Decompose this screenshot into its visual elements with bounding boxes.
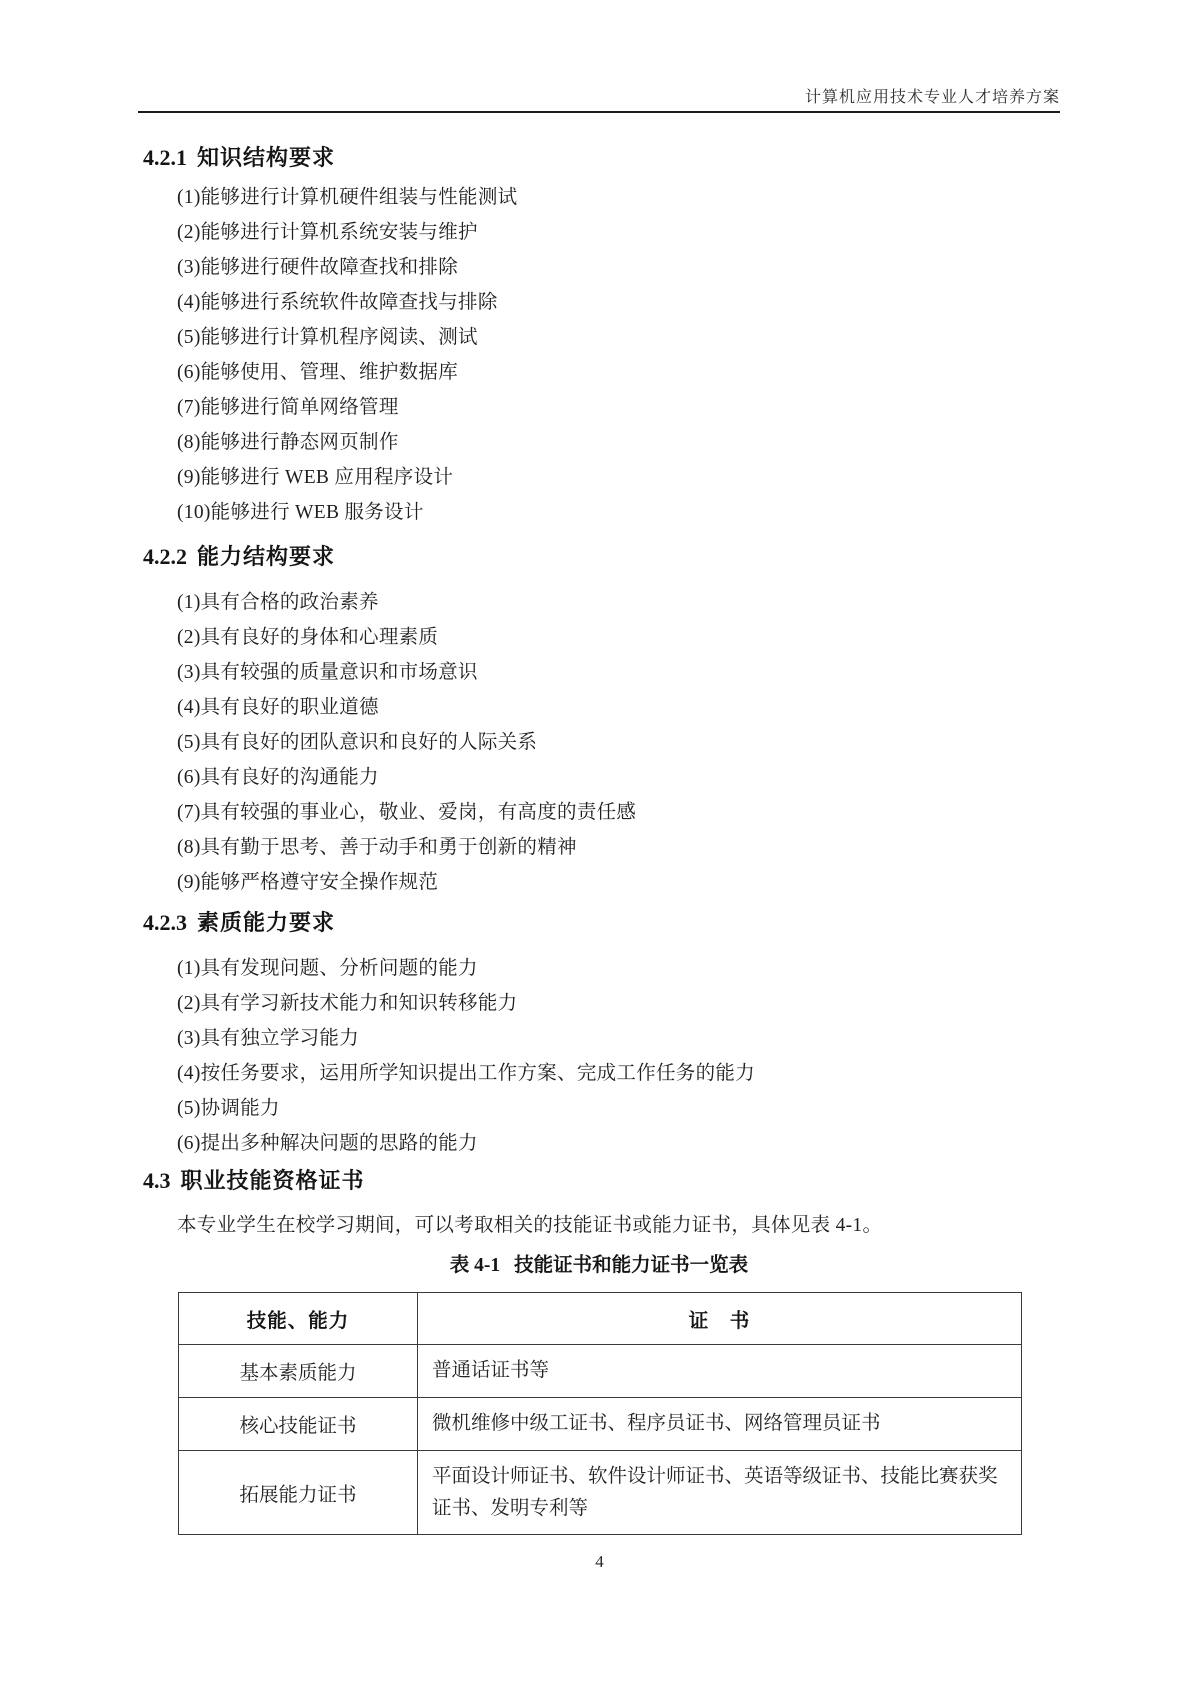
section-title: 能力结构要求 — [197, 544, 336, 569]
table-row — [179, 1398, 1022, 1451]
page-number: 4 — [595, 1552, 604, 1571]
section-number: 4.3 — [143, 1168, 171, 1193]
list-item: (3)具有较强的质量意识和市场意识 — [177, 662, 478, 683]
list-item: (1)具有合格的政治素养 — [177, 592, 379, 613]
page-content — [0, 113, 1199, 1535]
section-number: 4.2.1 — [143, 145, 187, 170]
running-header-title: 计算机应用技术专业人才培养方案 — [804, 89, 1060, 106]
list-item: (6)提出多种解决问题的思路的能力 — [177, 1133, 478, 1154]
list-item: (7)具有较强的事业心，敬业、爱岗，有高度的责任感 — [177, 802, 637, 823]
list-item: (6)能够使用、管理、维护数据库 — [177, 362, 459, 383]
list-item: (5)具有良好的团队意识和良好的人际关系 — [177, 732, 538, 753]
section-title: 知识结构要求 — [197, 145, 336, 170]
list-item: (2)能够进行计算机系统安装与维护 — [177, 222, 478, 243]
list-item: (9)能够严格遵守安全操作规范 — [177, 872, 439, 893]
section-number: 4.2.2 — [143, 544, 187, 569]
list-item: (3)具有独立学习能力 — [177, 1028, 360, 1049]
list-item: (5)能够进行计算机程序阅读、测试 — [177, 327, 478, 348]
certificates-cell: 平面设计师证书、软件设计师证书、英语等级证书、技能比赛获奖证书、发明专利等 — [418, 1451, 1022, 1535]
list-item: (4)能够进行系统软件故障查找与排除 — [177, 292, 498, 313]
list-item: (10)能够进行 WEB 服务设计 — [177, 502, 424, 523]
list-item: (2)具有学习新技术能力和知识转移能力 — [177, 993, 518, 1014]
list-item: (2)具有良好的身体和心理素质 — [177, 627, 439, 648]
list-item: (5)协调能力 — [177, 1098, 280, 1119]
section-heading-4-3 — [143, 1166, 1199, 1196]
list-item: (6)具有良好的沟通能力 — [177, 767, 379, 788]
list-item: (1)具有发现问题、分析问题的能力 — [177, 958, 478, 979]
ability-requirements-list — [177, 585, 1199, 900]
certificates-cell: 微机维修中级工证书、程序员证书、网络管理员证书 — [418, 1398, 1022, 1451]
section-heading-4-2-2 — [143, 542, 1199, 572]
list-item: (4)按任务要求，运用所学知识提出工作方案、完成工作任务的能力 — [177, 1063, 756, 1084]
section-heading-4-2-1 — [143, 143, 1199, 173]
list-item: (8)能够进行静态网页制作 — [177, 432, 399, 453]
table-caption-number: 表 4-1 — [449, 1255, 501, 1276]
skill-category-cell: 拓展能力证书 — [179, 1451, 418, 1535]
skill-category-cell: 基本素质能力 — [179, 1345, 418, 1398]
column-header-certificate: 证 书 — [418, 1293, 1022, 1345]
list-item: (4)具有良好的职业道德 — [177, 697, 379, 718]
section-number: 4.2.3 — [143, 910, 187, 935]
table-header-row — [179, 1293, 1022, 1345]
section-title: 素质能力要求 — [197, 910, 336, 935]
table-row — [179, 1345, 1022, 1398]
table-caption — [138, 1250, 1060, 1281]
certificates-intro-paragraph: 本专业学生在校学习期间，可以考取相关的技能证书或能力证书，具体见表 4-1。 — [177, 1215, 883, 1236]
column-header-skill: 技能、能力 — [179, 1293, 418, 1345]
skill-category-cell: 核心技能证书 — [179, 1398, 418, 1451]
list-item: (9)能够进行 WEB 应用程序设计 — [177, 467, 454, 488]
section-title: 职业技能资格证书 — [180, 1168, 365, 1193]
knowledge-requirements-list — [177, 180, 1199, 530]
list-item: (7)能够进行简单网络管理 — [177, 397, 399, 418]
table-caption-title: 技能证书和能力证书一览表 — [514, 1254, 749, 1276]
list-item: (1)能够进行计算机硬件组装与性能测试 — [177, 187, 518, 208]
quality-requirements-list — [177, 951, 1199, 1161]
list-item: (3)能够进行硬件故障查找和排除 — [177, 257, 459, 278]
section-heading-4-2-3 — [143, 908, 1199, 938]
table-row — [179, 1451, 1022, 1535]
list-item: (8)具有勤于思考、善于动手和勇于创新的精神 — [177, 837, 577, 858]
certificates-cell: 普通话证书等 — [418, 1345, 1022, 1398]
certificates-table — [178, 1292, 1022, 1535]
